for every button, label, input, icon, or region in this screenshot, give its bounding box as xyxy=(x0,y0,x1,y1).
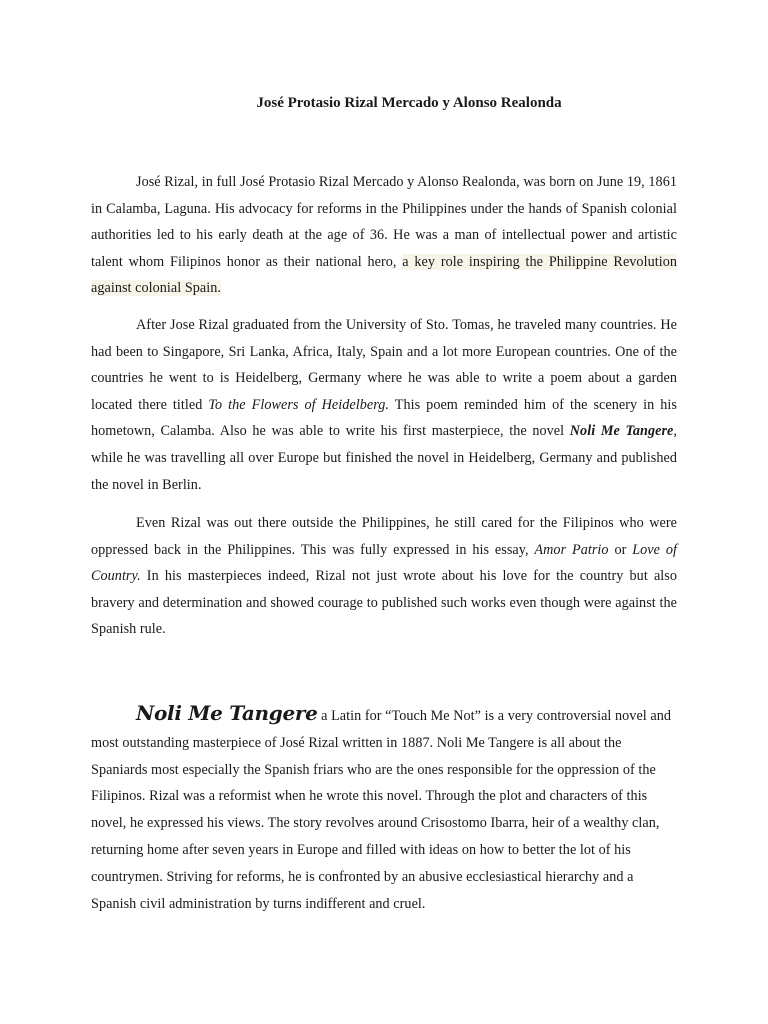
paragraph-noli-text: a Latin for “Touch Me Not” is a very controversial novel and most outstanding masterpiece of José Rizal written in 1887. Noli Me Tangere is all about the Spaniards most especially the Spanish friars who are the ones responsible for the oppression of the Filipinos. Rizal was a reformist when he wrote this novel. Through the plot and characters of this novel, he expressed his views. The story revolves around Crisostomo Ibarra, heir of a wealthy clan, returning home after seven years in Europe and filled with ideas on how to better the lot of his countrymen. Striving for reforms, he is confronted by an abusive ecclesiastical hierarchy and a Spanish civil administration by turns indifferent and cruel. xyxy=(91,708,672,912)
highlighted-text: a key role inspiring the Philippine Revolution against colonial Spain. xyxy=(91,253,677,297)
paragraph-intro xyxy=(91,169,677,302)
paragraph-patriotism xyxy=(91,510,677,643)
document-title: José Protasio Rizal Mercado y Alonso Realonda xyxy=(256,95,562,111)
paragraph-travels-text-b: This poem reminded him of the scenery in his hometown, Calamba. Also he was able to write his first masterpiece, the novel xyxy=(91,396,677,440)
section-heading-noli: Noli Me Tangere xyxy=(136,701,318,725)
paragraph-intro-text: José Rizal, in full José Protasio Rizal Mercado y Alonso Realonda, was born on June 19, 1861 in Calamba, Laguna. His advocacy for reforms in the Philippines under the hands of Spanish colonial authorities led to his early death at the age of 36. He was a man of intellectual power and artistic talent whom Filipinos honor as their national hero, xyxy=(91,174,677,270)
paragraph-travels-text-a: After Jose Rizal graduated from the University of Sto. Tomas, he traveled many countries. He had been to Singapore, Sri Lanka, Africa, Italy, Spain and a lot more European countries. One of the countries he went to is Heidelberg, Germany where he was able to write a poem about a garden located there titled xyxy=(91,317,677,413)
poem-title: To the Flowers of Heidelberg. xyxy=(208,396,390,413)
paragraph-patriotism-text-a: Even Rizal was out there outside the Philippines, he still cared for the Filipinos who were oppressed back in the Philippines. This was fully expressed in his essay, xyxy=(91,515,677,558)
paragraph-patriotism-text-b: In his masterpieces indeed, Rizal not just wrote about his love for the country but also bravery and determination and showed courage to published such works even though were against the Spanish rule. xyxy=(91,568,677,638)
essay-title-amor-patrio: Amor Patrio xyxy=(534,541,609,558)
paragraph-travels xyxy=(91,312,677,498)
paragraph-travels-text-c: , while he was travelling all over Europe but finished the novel in Heidelberg, Germany and published the novel in Berlin. xyxy=(91,423,677,493)
essay-title-love-of-country: Love of Country. xyxy=(91,541,677,585)
paragraph-noli xyxy=(91,700,677,917)
novel-title: Noli Me Tangere xyxy=(569,423,674,440)
paragraph-patriotism-or: or xyxy=(608,541,633,558)
